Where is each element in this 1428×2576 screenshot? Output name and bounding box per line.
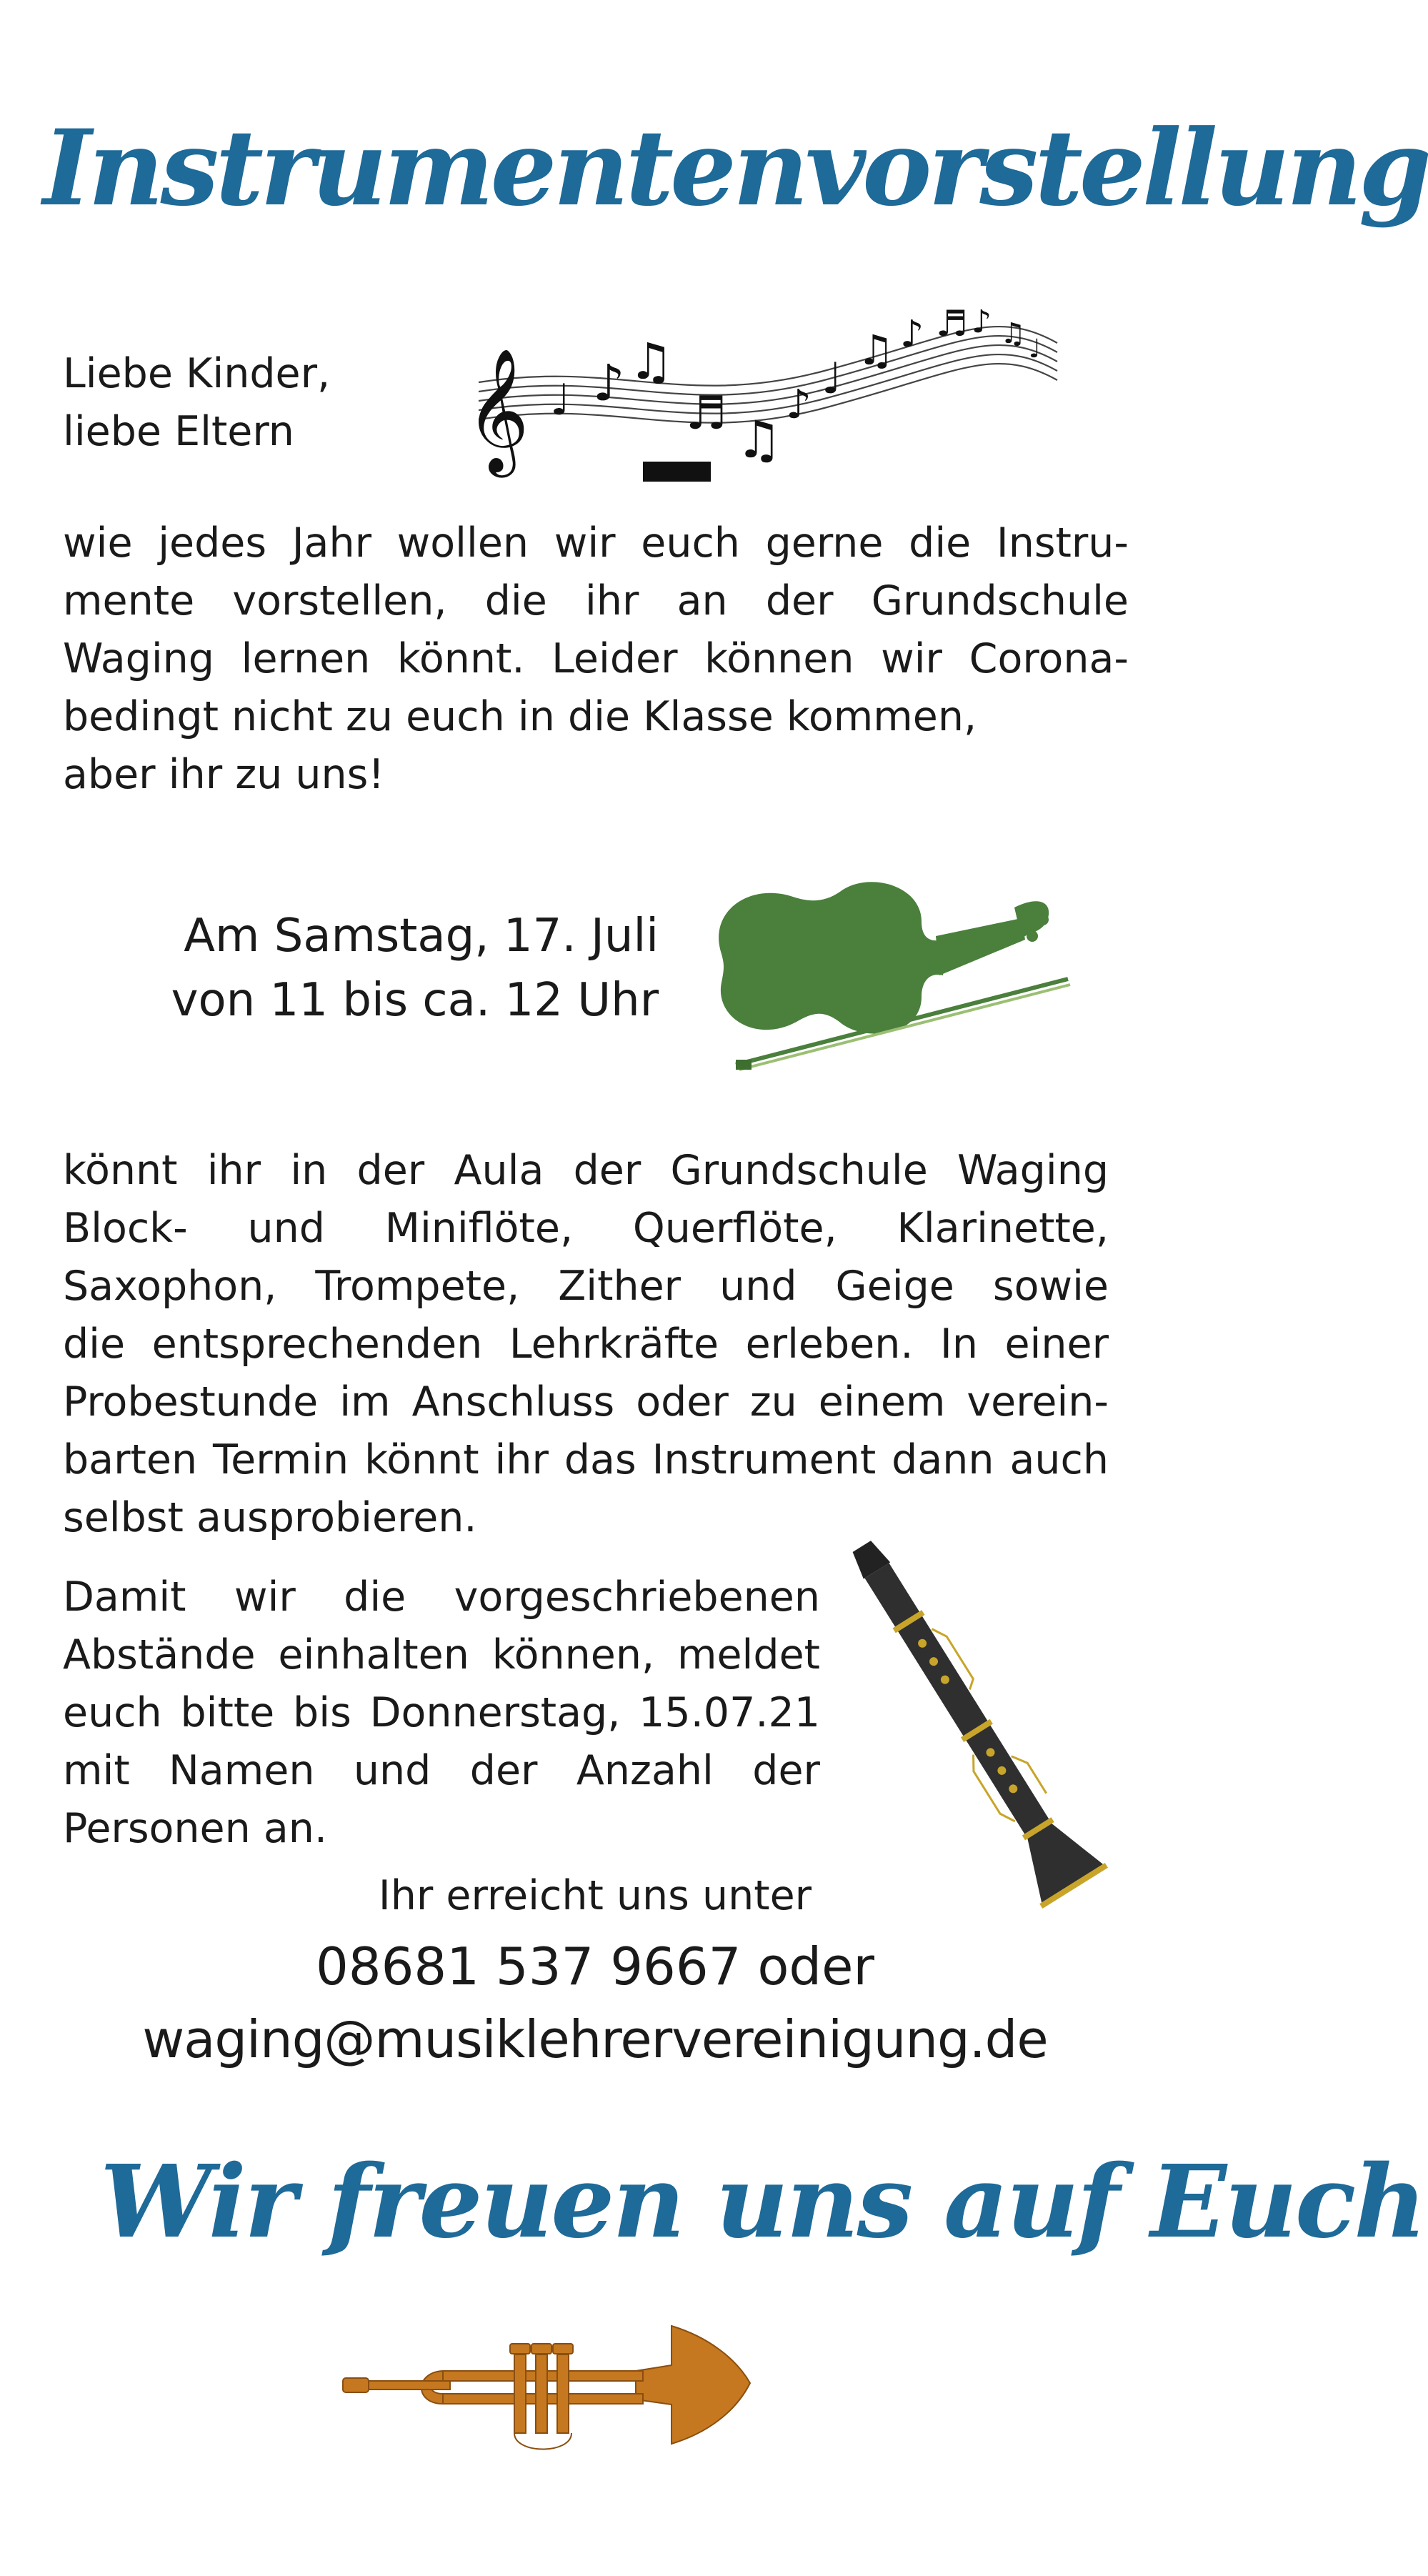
contact-email[interactable]: waging@musiklehrervereinigung.de: [142, 2009, 1048, 2069]
svg-text:♫: ♫: [736, 409, 782, 469]
intro-line: wie jedes Jahr wollen wir euch gerne die Instru-: [63, 519, 1129, 567]
details-line: selbst ausprobieren.: [63, 1494, 477, 1541]
closing-headline: Wir freuen uns auf Euch: [100, 2144, 1425, 2261]
svg-text:𝄞: 𝄞: [466, 348, 529, 472]
registration-line: euch bitte bis Donnerstag, 15.07.21: [63, 1689, 820, 1736]
intro-line: bedingt nicht zu euch in die Klasse kommen,: [63, 693, 977, 740]
event-date: Am Samstag, 17. Juli: [184, 910, 659, 963]
page-title: Instrumentenvorstellung: [43, 107, 1428, 229]
svg-text:♬: ♬: [686, 387, 727, 440]
trumpet-image: [336, 2315, 764, 2458]
svg-text:♩: ♩: [1029, 334, 1041, 364]
registration-line: mit Namen und der Anzahl der: [63, 1747, 820, 1794]
svg-text:♩: ♩: [822, 354, 842, 404]
greeting: [63, 345, 330, 461]
intro-line: mente vorstellen, die ihr an der Grundschule: [63, 577, 1129, 625]
svg-text:♫: ♫: [857, 326, 894, 374]
event-time: von 11 bis ca. 12 Uhr: [171, 974, 659, 1027]
svg-text:♪: ♪: [593, 354, 625, 412]
clarinet-image: [822, 1515, 1122, 1929]
greeting-line: liebe Eltern: [63, 408, 294, 455]
contact-phone: 08681 537 9667 oder: [315, 1936, 874, 1996]
registration-paragraph: [63, 1568, 820, 1858]
svg-text:♪: ♪: [900, 313, 924, 356]
svg-text:♫: ♫: [629, 332, 674, 391]
svg-text:♬: ♬: [936, 303, 968, 344]
svg-text:♪: ♪: [786, 382, 812, 428]
greeting-line: Liebe Kinder,: [63, 350, 331, 397]
svg-text:♫: ♫: [1000, 317, 1026, 350]
svg-text:♩: ♩: [550, 375, 571, 425]
registration-line: Damit wir die vorgeschriebenen: [63, 1573, 820, 1621]
intro-line: Waging lernen könnt. Leider können wir Corona-: [63, 635, 1129, 682]
details-line: könnt ihr in der Aula der Grundschule Waging: [63, 1147, 1109, 1194]
event-info: [166, 904, 659, 1033]
violin-image: [707, 868, 1079, 1075]
details-line: die entsprechenden Lehrkräfte erleben. In einer: [63, 1321, 1109, 1368]
details-line: Saxophon, Trompete, Zither und Geige sowie: [63, 1263, 1109, 1310]
svg-text:♪: ♪: [972, 304, 992, 340]
details-paragraph: [63, 1142, 1109, 1547]
music-notes-image: [450, 293, 1064, 507]
intro-line: aber ihr zu uns!: [63, 751, 385, 798]
contact-lead: Ihr erreicht uns unter: [378, 1872, 812, 1919]
registration-line: Personen an.: [63, 1805, 328, 1852]
details-line: barten Termin könnt ihr das Instrument dann auch: [63, 1436, 1109, 1483]
details-line: Block- und Miniflöte, Querflöte, Klarinette,: [63, 1205, 1109, 1252]
intro-paragraph: [63, 514, 1129, 804]
registration-line: Abstände einhalten können, meldet: [63, 1631, 820, 1679]
details-line: Probestunde im Anschluss oder zu einem verein-: [63, 1378, 1109, 1426]
